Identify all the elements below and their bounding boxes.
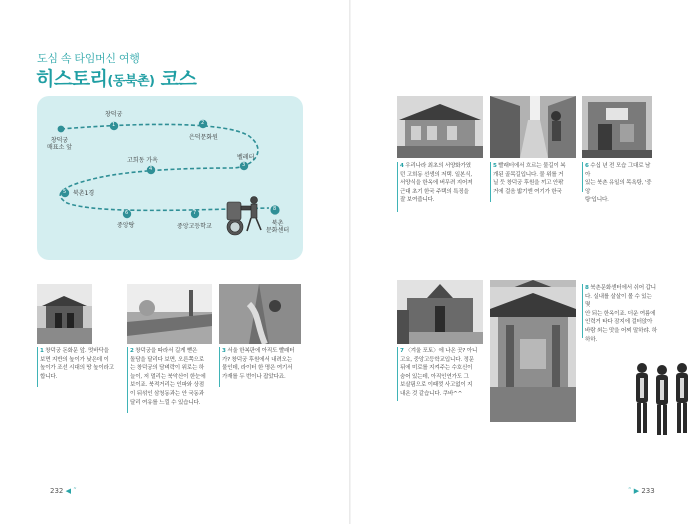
- caption-rule-3: [219, 347, 220, 387]
- caption-2: 2 창덕궁을 따라서 길게 뻗은 돌담을 달리다 보면, 오른쪽으로 는 창덕궁의 담벼락이 위로는 하 늘이, 저 멀리는 북악산이 한눈에 보이죠. 북적거리는 인파와 상점 이 뒤섞인 삼청동과는 안 국동과 달리 여유를 느낄 수 있습니다.: [130, 348, 206, 406]
- photo-jungang-bathhouse: [582, 96, 652, 158]
- stop-num-6: 6: [125, 210, 129, 216]
- folio-arrow-icon: ◀ ˜: [65, 487, 77, 495]
- title-main: 히스토리: [36, 68, 108, 90]
- stop-num-8: 8: [273, 206, 277, 212]
- stop-label-4: 고희동 가옥: [127, 157, 158, 164]
- people-photo: [632, 360, 694, 440]
- photo-stone-wall: [127, 284, 212, 344]
- photo-bukchon-culture-center: [490, 287, 576, 422]
- caption-rule-1: [37, 347, 38, 387]
- stop-label-7: 중앙고등학교: [177, 223, 212, 230]
- stop-label-1: 창덕궁: [105, 111, 123, 118]
- caption-rule-8: [582, 284, 583, 338]
- photo-gohuidong-house: [397, 96, 483, 158]
- start-label: 창덕궁 매표소 앞: [47, 137, 73, 151]
- stop-label-3: 벨레터: [237, 154, 255, 161]
- page-number-right: ˜ ▶ 233: [628, 487, 655, 495]
- caption-rule-2: [127, 347, 128, 413]
- stop-num-1: 1: [112, 122, 116, 128]
- caption-3: 3 서울 한복판에 아직도 빨래터 가? 창덕궁 후원에서 내려오는 물인데, 라이터 한 명은 여기서 가재를 두 번이나 잡았다죠.: [222, 348, 295, 380]
- course-title: [36, 64, 196, 91]
- route-line: [37, 96, 303, 260]
- caption-1: 1 창덕궁 돈화문 앞. 멋바닥을 보면 지반의 높이가 낮은데 이 높이가 조선 시대의 땅 높이라고 합니다.: [40, 348, 114, 380]
- photo-laundry-stream: [219, 284, 301, 344]
- stop-num-3: 3: [242, 162, 246, 168]
- stop-num-4: 4: [149, 166, 153, 172]
- title-end: 코스: [154, 68, 197, 90]
- stop-num-7: 7: [193, 210, 197, 216]
- route-map: [37, 96, 303, 260]
- stop-num-5: 5: [63, 189, 67, 195]
- caption-4: 4 우리나라 최초의 서양화가였 던 고희동 선생의 저택. 일본식, 서양식을 한옥에 버무려 지어져 근대 초기 한국 주택의 특징을 잘 보여줍니다.: [400, 163, 473, 204]
- stop-label-2: 은덕문화원: [189, 134, 218, 141]
- page-number-left: 232 ◀ ˜: [50, 487, 77, 495]
- photo-donhwamun: [37, 284, 92, 344]
- caption-8: 8 북촌문화센터에서 쉬어 갑니 다. 실내를 살살이 볼 수 있는 몇 안 되는 한옥이죠. 더운 여름에 인력거 타다 잠지에 걸터앉아 바람 쐬는 맛을 어찌 말하랴. 하 하하.: [585, 285, 657, 343]
- caption-rule-6: [582, 162, 583, 192]
- stop-num-2: 2: [201, 120, 205, 126]
- caption-7: 7 〈겨울 포토〉에 나온 곳? 아니 고요, 중앙고등학교입니다. 정문 뒤에 미로를 지켜주는 수호신이 숨어 있는데, 아직인연가도 그 보살핌으로 이때껏 사고없이 지 내온 것 같습니다. 쿠바^^: [400, 348, 478, 397]
- folio-arrow-icon-right: ˜ ▶: [628, 487, 640, 495]
- stop-label-5: 북촌1경: [73, 190, 95, 197]
- photo-jungang-highschool: [397, 280, 483, 344]
- title-paren: (동북촌): [107, 74, 155, 89]
- caption-rule-5: [490, 162, 491, 202]
- caption-rule-4: [397, 162, 398, 212]
- caption-rule-7: [397, 347, 398, 401]
- caption-5: 5 빨래터에서 흐르는 물길이 복 개된 골목길입니다. 물 위를 거 닐 듯 창덕궁 후원을 끼고 안팎 거에 걸음 밟기엔 여기가 한국: [493, 163, 566, 195]
- right-page: [350, 0, 700, 524]
- stop-label-8: 북촌 문화센터: [266, 220, 290, 234]
- rickshaw-illustration: [227, 197, 261, 236]
- start-point: [58, 126, 65, 133]
- photo-alley: [490, 96, 576, 158]
- course-subtitle: 도심 속 타임머신 여행: [37, 52, 140, 65]
- caption-6: 6 수십 년 전 모습 그대로 남아 있는 북촌 유일의 목욕탕, '중앙 탕'입니다.: [585, 163, 652, 204]
- stop-label-6: 중앙탕: [117, 222, 135, 229]
